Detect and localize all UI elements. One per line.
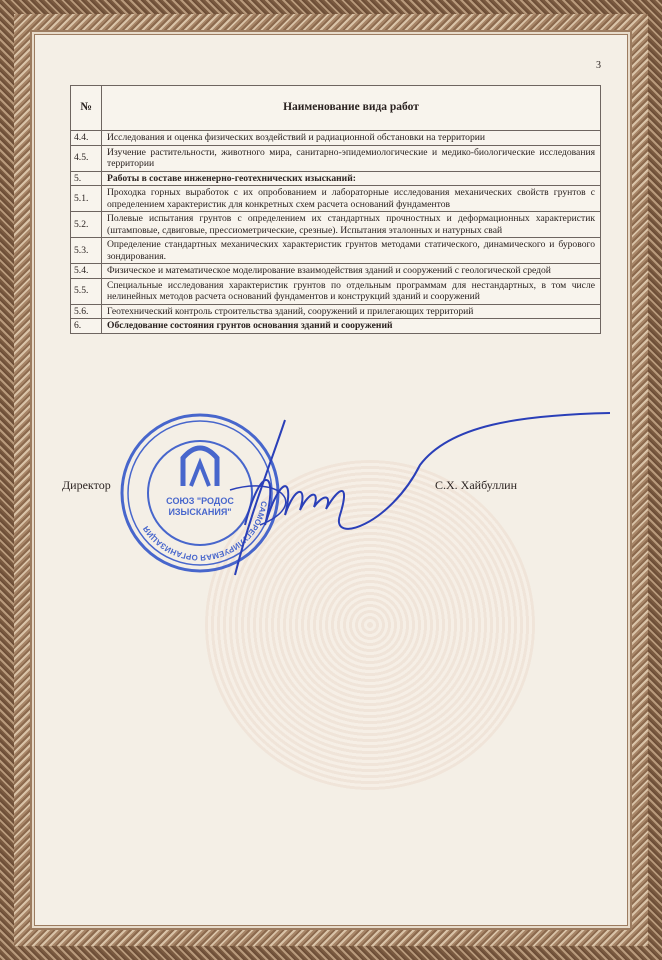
table-row [71,131,601,146]
page-number: 3 [596,60,601,71]
signatory-name: С.Х. Хайбуллин [435,478,518,492]
row-number: 4.5. [71,145,102,171]
table-row [71,319,601,334]
table-row [71,304,601,319]
row-work-name: Исследования и оценка физических воздействий и радиационной обстановки на территории [102,131,601,146]
row-work-name: Полевые испытания грунтов с определением их стандартных прочностных и деформационных характеристик (штамповые, сдвиговые, прессиометрические, срезные). Испытания эталонных и натурных свай [102,212,601,238]
header-name: Наименование вида работ [102,86,601,131]
row-number: 6. [71,319,102,334]
row-work-name: Работы в составе инженерно-геотехнических изысканий: [102,171,601,186]
row-number: 5.4. [71,264,102,279]
table-row [71,145,601,171]
row-work-name: Обследование состояния грунтов основания зданий и сооружений [102,319,601,334]
works-table [70,85,601,334]
table-row [71,212,601,238]
handwritten-signature [190,405,620,585]
row-work-name: Проходка горных выработок с их опробованием и лабораторные исследования механических свойств грунтов с определением характеристик для конкретных схем расчета оснований фундаментов [102,186,601,212]
signatory-role: Директор [62,478,111,492]
row-number: 5.5. [71,278,102,304]
table-row [71,264,601,279]
row-number: 4.4. [71,131,102,146]
row-work-name: Определение стандартных механических характеристик грунтов методами статического, динамического и бурового зондирования. [102,238,601,264]
row-number: 5.1. [71,186,102,212]
table-row [71,186,601,212]
table-row [71,238,601,264]
header-number: № [71,86,102,131]
row-number: 5. [71,171,102,186]
table-row [71,171,601,186]
row-work-name: Специальные исследования характеристик грунтов по отдельным программам для нестандартных, в том числе нелинейных методов расчета оснований фундаментов и конструкций зданий и сооружений [102,278,601,304]
row-work-name: Геотехнический контроль строительства зданий, сооружений и прилегающих территорий [102,304,601,319]
row-work-name: Физическое и математическое моделирование взаимодействия зданий и сооружений с геологической средой [102,264,601,279]
row-number: 5.3. [71,238,102,264]
stamp-center-text-2: ИЗЫСКАНИЯ" [168,507,232,517]
stamp-center-text-1: СОЮЗ "РОДОС [166,496,234,506]
row-number: 5.6. [71,304,102,319]
row-number: 5.2. [71,212,102,238]
row-work-name: Изучение растительности, животного мира, санитарно-эпидемиологические и медико-биологические исследования территории [102,145,601,171]
stamp-ring-text: САМОРЕГУЛИРУЕМАЯ ОРГАНИЗАЦИЯ [141,500,269,563]
table-row [71,278,601,304]
